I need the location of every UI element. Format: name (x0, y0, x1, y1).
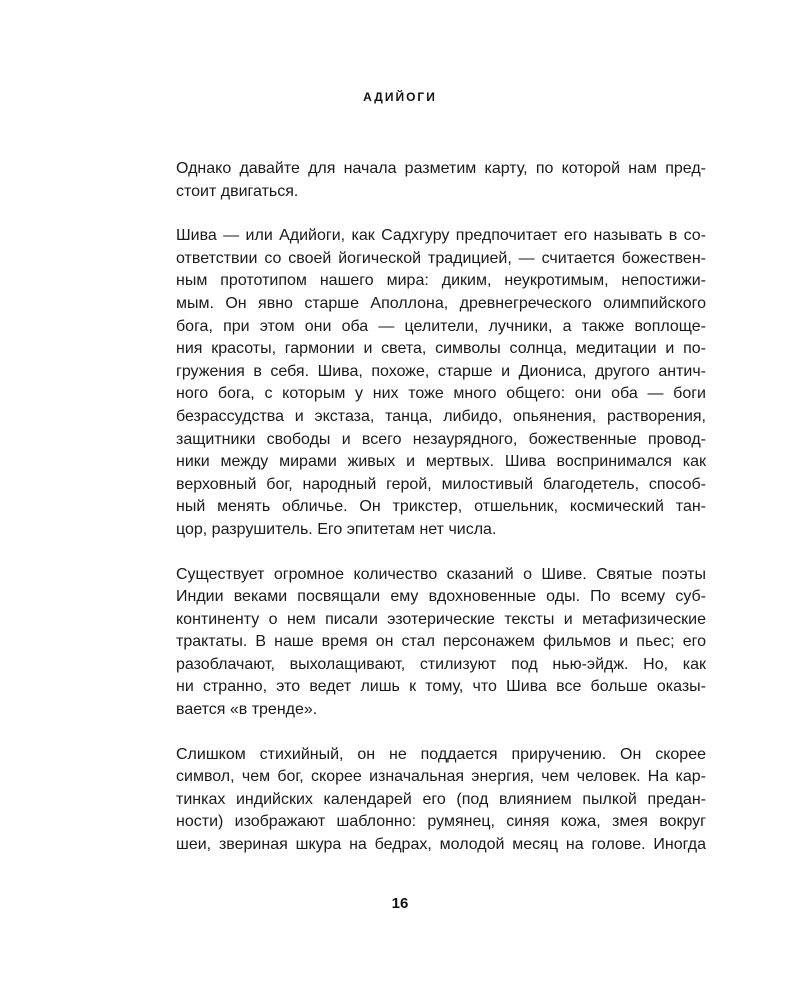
text-line: Существует огромное количество сказаний о Шиве. Святые поэты (176, 565, 706, 583)
text-line: разоблачают, выхолащивают, стилизуют под нью-эйдж. Но, как (176, 655, 706, 673)
text-line: ного бога, с которым у них тоже много общего: они оба — боги (176, 385, 706, 403)
text-line: бога, при этом они оба — целители, лучники, а также воплоще- (176, 317, 706, 335)
text-line: ответствии со своей йогической традицией, — считается божествен- (176, 249, 706, 267)
text-line: ни странно, это ведет лишь к тому, что Шива все больше оказы- (176, 678, 706, 696)
text-line: континенту о нем писали эзотерические тексты и метафизические (176, 610, 706, 628)
text-line: Однако давайте для начала разметим карту, по которой нам пред- (176, 160, 706, 177)
text-line: трактаты. В наше время он стал персонажем фильмов и пьес; его (176, 633, 706, 651)
text-line: ный менять обличье. Он трикстер, отшельник, космический тан- (176, 498, 706, 516)
text-line: Индии веками посвящали ему вдохновенные оды. По всему суб- (176, 588, 706, 606)
paragraph (176, 564, 706, 722)
text-line: стоит двигаться. (176, 182, 299, 200)
text-line: Слишком стихийный, он не поддается приручению. Он скорее (176, 745, 706, 763)
text-line: гружения в себя. Шива, похоже, старше и Диониса, другого антич- (176, 362, 706, 380)
body-text (176, 158, 706, 879)
text-line: ности) изображают шаблонно: румянец, синяя кожа, змея вокруг (176, 813, 706, 831)
text-line: защитники свободы и всего незаурядного, божественные провод- (176, 430, 706, 448)
text-line: символ, чем бог, скорее изначальная энергия, чем человек. На кар- (176, 768, 706, 786)
text-line: шеи, звериная шкура на бедрах, молодой месяц на голове. Иногда (176, 836, 706, 854)
text-line: вается «в тренде». (176, 701, 318, 719)
text-line: мым. Он явно старше Аполлона, древнегреческого олимпийского (176, 294, 706, 312)
paragraph (176, 744, 706, 857)
text-line: тинках индийских календарей его (под влиянием пылкой предан- (176, 790, 706, 808)
text-line: ния красоты, гармонии и света, символы солнца, медитации и по- (176, 340, 706, 358)
paragraph (176, 225, 706, 541)
text-line: Шива — или Адийоги, как Садхгуру предпочитает его называть в со- (176, 227, 706, 245)
text-line: верховный бог, народный герой, милостивый благодетель, способ- (176, 475, 706, 493)
running-header: АДИЙОГИ (363, 90, 437, 104)
text-line: безрассудства и экстаза, танца, либидо, опьянения, растворения, (176, 407, 706, 425)
page-number: 16 (391, 895, 409, 912)
paragraph (176, 158, 706, 203)
text-line: ным прототипом нашего мира: диким, неукротимым, непостижи- (176, 272, 706, 290)
text-line: ники между мирами живых и мертвых. Шива воспринимался как (176, 453, 706, 471)
text-line: цор, разрушитель. Его эпитетам нет числа. (176, 520, 497, 538)
